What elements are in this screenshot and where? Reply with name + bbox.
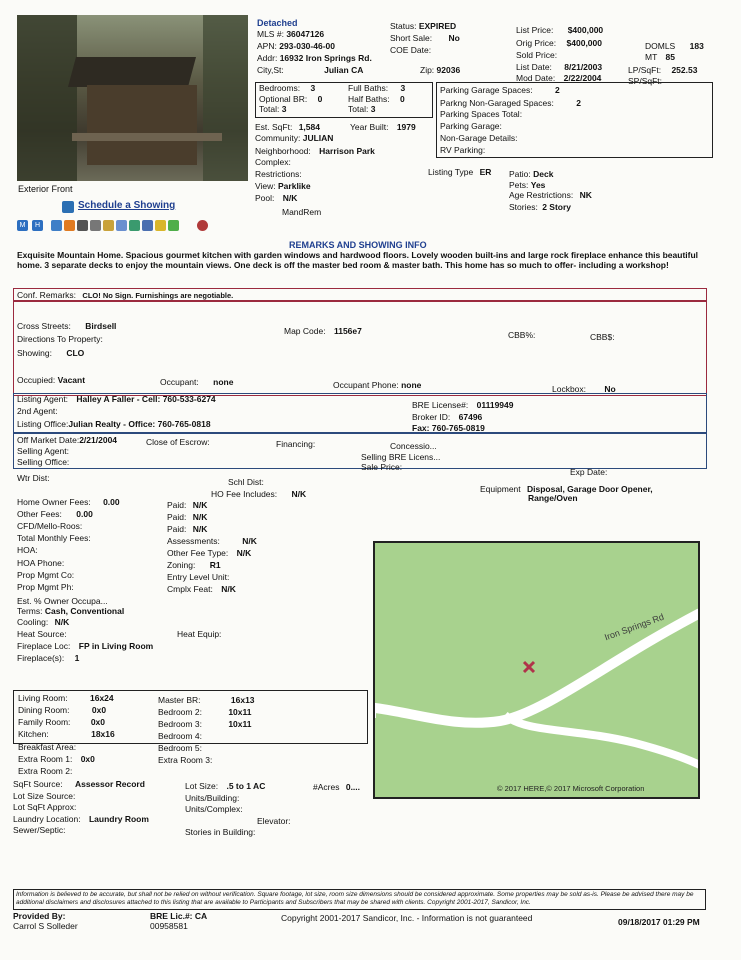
photo-tree-right [203, 15, 248, 181]
heat-source-row: Heat Source: [17, 629, 67, 639]
copyright-text: Copyright 2001-2017 Sandicor, Inc. - Information is not guaranteed [281, 913, 533, 923]
units-building-row: Units/Building: [185, 793, 240, 803]
bre-lic-number: 00958581 [150, 921, 188, 931]
selling-box [13, 433, 707, 469]
map-roads [375, 543, 698, 797]
entry-level-row: Entry Level Unit: [167, 572, 230, 582]
off-market-row: Off Market Date:2/21/2004 [17, 435, 118, 445]
paid-2-row: Paid: N/K [167, 512, 208, 522]
lot-sqft-row: Lot SqFt Approx: [13, 802, 77, 812]
selling-office-row: Selling Office: [17, 457, 70, 467]
lp-sqft-row: LP/SqFt: 252.53 [628, 65, 698, 75]
laundry-row: Laundry Location: Laundry Room [13, 814, 149, 824]
photo-deck [72, 133, 222, 141]
property-type: Detached [257, 18, 298, 28]
extra-room-3-row: Extra Room 3: [158, 755, 213, 765]
heat-equip-row: Heat Equip: [177, 629, 222, 639]
sqft-source-row: SqFt Source: Assessor Record [13, 779, 145, 789]
units-complex-row: Units/Complex: [185, 804, 243, 814]
financing-row: Financing: [276, 439, 316, 449]
apn-row: APN: 293-030-46-00 [257, 41, 335, 51]
hoa-fees-row: Home Owner Fees: 0.00 [17, 497, 120, 507]
sun-icon[interactable] [155, 220, 166, 231]
equipment-row-2: Range/Oven [528, 493, 578, 503]
photo-caption: Exterior Front [18, 184, 73, 194]
mandrem-label: MandRem [282, 207, 322, 217]
assessments-row: Assessments: N/K [167, 536, 257, 546]
share-icon[interactable] [197, 220, 208, 231]
hoa-phone-row: HOA Phone: [17, 558, 65, 568]
occupant-phone-row: Occupant Phone: none [333, 380, 422, 390]
sp-sqft-row: SP/SqFt: [628, 76, 663, 86]
sale-price-row: Sale Price: [361, 462, 403, 472]
pool-row: Pool: N/K [255, 193, 298, 203]
status-row: Status: EXPIRED [390, 21, 457, 31]
provided-by-label: Provided By: [13, 911, 66, 921]
gallery-icon[interactable] [77, 220, 88, 231]
cfd-row: CFD/Mello-Roos: [17, 521, 83, 531]
city-row: City,St: Julian CA [257, 65, 364, 75]
bedrooms-row: Bedrooms: 3 [259, 83, 316, 93]
location-map[interactable] [373, 541, 700, 799]
showing-row: Showing: CLO [17, 348, 85, 358]
selling-agent-row: Selling Agent: [17, 446, 69, 456]
fireplaces-row: Fireplace(s): 1 [17, 653, 80, 663]
occupant-row: Occupant: none [160, 377, 234, 387]
mod-date-row: Mod Date: 2/22/2004 [516, 73, 602, 83]
paid-3-row: Paid: N/K [167, 524, 208, 534]
sqft-row: Est. SqFt: 1,584 [255, 122, 320, 132]
listing-office-row: Listing Office:Julian Realty - Office: 760-765-0818 [17, 419, 211, 429]
disclaimer-box: Information is believed to be accurate, but shall not be relied on without verification. Square footage, lot size, room size dimensions should be considered approximate. Some properties may be sold as-is. Please be advised there may be additional disclaimers and disclosures attached to this listing that are available to Participants and Subscribers that may be shared with clients. Copyright 2001-2017, Sandicor, Inc. [13, 889, 706, 910]
view-row: View: Parklike [255, 181, 311, 191]
map-icon[interactable] [64, 220, 75, 231]
provided-by-name: Carrol S Solleder [13, 921, 78, 931]
prop-mgmt-ph-row: Prop Mgmt Ph: [17, 582, 74, 592]
globe-icon[interactable] [129, 220, 140, 231]
non-garage-details-row: Non-Garage Details: [440, 133, 518, 143]
exp-date-row: Exp Date: [570, 467, 608, 477]
lockbox-row: Lockbox: No [552, 384, 616, 394]
zip-row: Zip: 92036 [420, 65, 461, 75]
map-copyright: © 2017 HERE,© 2017 Microsoft Corporation [497, 784, 645, 793]
cbb-pct-row: CBB%: [508, 330, 536, 340]
property-marker-icon [524, 662, 534, 672]
owner-occupancy-row: Est. % Owner Occupa... [17, 596, 108, 606]
elevator-row: Elevator: [257, 816, 291, 826]
video-icon[interactable] [103, 220, 114, 231]
conf-remarks-row: Conf. Remarks: CLO! No Sign. Furnishings are negotiable. [17, 290, 234, 300]
fax-row: Fax: 760-765-0819 [412, 423, 485, 433]
concession-row: Concessio... [390, 441, 437, 451]
listing-agent-row: Listing Agent: Halley A Faller - Cell: 760-533-6274 [17, 394, 216, 404]
wtr-dist-row: Wtr Dist: [17, 473, 50, 483]
sold-price-row: Sold Price: [516, 50, 558, 60]
mt-row: MT 85 [645, 52, 675, 62]
property-photo[interactable] [17, 15, 248, 181]
cross-streets-row: Cross Streets: Birdsell [17, 321, 117, 331]
chart-icon[interactable] [142, 220, 153, 231]
photo-icon[interactable] [90, 220, 101, 231]
camera-icon[interactable] [51, 220, 62, 231]
optional-br-row: Optional BR: 0 [259, 94, 323, 104]
stories-row: Stories: 2 Story [509, 202, 572, 212]
rv-parking-row: RV Parking: [440, 145, 486, 155]
breakfast-area-row: Breakfast Area: [18, 742, 77, 752]
family-room-row: Family Room: 0x0 [18, 717, 105, 727]
address-row: Addr: 16932 Iron Springs Rd. [257, 53, 372, 63]
remarks-heading: REMARKS AND SHOWING INFO [289, 240, 427, 250]
photo-wall [87, 85, 197, 165]
cooling-row: Cooling: N/K [17, 617, 70, 627]
tour-icon[interactable] [116, 220, 127, 231]
dining-room-row: Dining Room: 0x0 [18, 705, 107, 715]
photo-roof [68, 57, 196, 87]
mls-row: MLS #: 36047126 [257, 29, 325, 39]
extra-room-1-row: Extra Room 1: 0x0 [18, 754, 95, 764]
photo-tree-left [17, 15, 77, 181]
ho-fee-includes-row: HO Fee Includes: N/K [211, 489, 307, 499]
lot-size-source-row: Lot Size Source: [13, 791, 76, 801]
bre-lic-label: BRE Lic.#: CA [150, 911, 208, 921]
equipment-row: Equipment Disposal, Garage Door Opener, [480, 484, 653, 494]
full-baths-row: Full Baths: 3 [348, 83, 406, 93]
h-icon[interactable]: H [32, 220, 43, 231]
bre-license-row: BRE License#: 01119949 [412, 400, 514, 410]
stories-building-row: Stories in Building: [185, 827, 256, 837]
master-br-row: Master BR: 16x13 [158, 695, 255, 705]
doms-row: DOMLS 183 [645, 41, 704, 51]
map-road-label: Iron Springs Rd [603, 611, 666, 643]
schl-dist-row: Schl Dist: [228, 477, 264, 487]
zoning-row: Zoning: R1 [167, 560, 221, 570]
close-of-escrow-row: Close of Escrow: [146, 437, 210, 447]
paid-1-row: Paid: N/K [167, 500, 208, 510]
acres-row: #Acres 0.... [313, 782, 361, 792]
bedroom-2-row: Bedroom 2: 10x11 [158, 707, 252, 717]
short-sale-row: Short Sale: No [390, 33, 460, 43]
pets-row: Pets: Yes [509, 180, 546, 190]
hoa-row: HOA: [17, 545, 38, 555]
list-price-row: List Price: $400,000 [516, 25, 604, 35]
terms-row: Terms: Cash, Conventional [17, 606, 125, 616]
parking-garage-row: Parking Garage: [440, 121, 502, 131]
list-date-row: List Date: 8/21/2003 [516, 62, 603, 72]
directions-row: Directions To Property: [17, 334, 103, 344]
listing-type-row: Listing Type ER [428, 167, 492, 177]
occupied-row: Occupied: Vacant [17, 375, 86, 385]
complex-row: Complex: [255, 157, 291, 167]
patio-row: Patio: Deck [509, 169, 554, 179]
map-code-row: Map Code: 1156e7 [284, 326, 362, 336]
bedroom-5-row: Bedroom 5: [158, 743, 202, 753]
calendar-icon[interactable] [62, 201, 74, 213]
living-room-row: Living Room: 16x24 [18, 693, 114, 703]
total-rooms-row: Total: 3 [259, 104, 287, 114]
cmplx-feat-row: Cmplx Feat: N/K [167, 584, 236, 594]
extra-room-2-row: Extra Room 2: [18, 766, 73, 776]
total-baths-row: Total: 3 [348, 104, 376, 114]
selling-bre-row: Selling BRE Licens... [361, 452, 441, 462]
printed-timestamp: 09/18/2017 01:29 PM [618, 917, 700, 927]
year-built-row: Year Built: 1979 [350, 122, 416, 132]
kitchen-row: Kitchen: 18x16 [18, 729, 115, 739]
age-restrictions-row: Age Restrictions: NK [509, 190, 592, 200]
non-garaged-row: Parkng Non-Garaged Spaces: 2 [440, 98, 581, 108]
mh-icon[interactable]: M [17, 220, 28, 231]
sewer-row: Sewer/Septic: [13, 825, 66, 835]
second-agent-row: 2nd Agent: [17, 406, 58, 416]
parking-total-row: Parking Spaces Total: [440, 109, 523, 119]
remarks-text: Exquisite Mountain Home. Spacious gourmet kitchen with garden windows and hardwood floors. Lovely wooden built-ins and large rock fireplace enhance this beautiful home. 3 separate decks to enjoy the mountain views. One deck is off the master bed room & master bath. This home has so much to offer- including a workshop! [17, 250, 699, 270]
bedroom-3-row: Bedroom 3: 10x11 [158, 719, 252, 729]
other-fees-row: Other Fees: 0.00 [17, 509, 93, 519]
fireplace-loc-row: Fireplace Loc: FP in Living Room [17, 641, 154, 651]
bedroom-4-row: Bedroom 4: [158, 731, 202, 741]
schedule-showing-link[interactable]: Schedule a Showing [78, 200, 176, 211]
garage-spaces-row: Parking Garage Spaces: 2 [440, 85, 560, 95]
orig-price-row: Orig Price: $400,000 [516, 38, 602, 48]
cbb-amt-row: CBB$: [590, 332, 615, 342]
restrictions-row: Restrictions: [255, 169, 302, 179]
broker-id-row: Broker ID: 67496 [412, 412, 483, 422]
walk-icon[interactable] [168, 220, 179, 231]
community-row: Community: JULIAN [255, 133, 334, 143]
prop-mgmt-co-row: Prop Mgmt Co: [17, 570, 75, 580]
other-fee-type-row: Other Fee Type: N/K [167, 548, 252, 558]
half-baths-row: Half Baths: 0 [348, 94, 405, 104]
lot-size-row: Lot Size: .5 to 1 AC [185, 781, 266, 791]
coe-row: COE Date: [390, 45, 432, 55]
neighborhood-row: Neighborhood: Harrison Park [255, 146, 375, 156]
total-monthly-row: Total Monthly Fees: [17, 533, 91, 543]
